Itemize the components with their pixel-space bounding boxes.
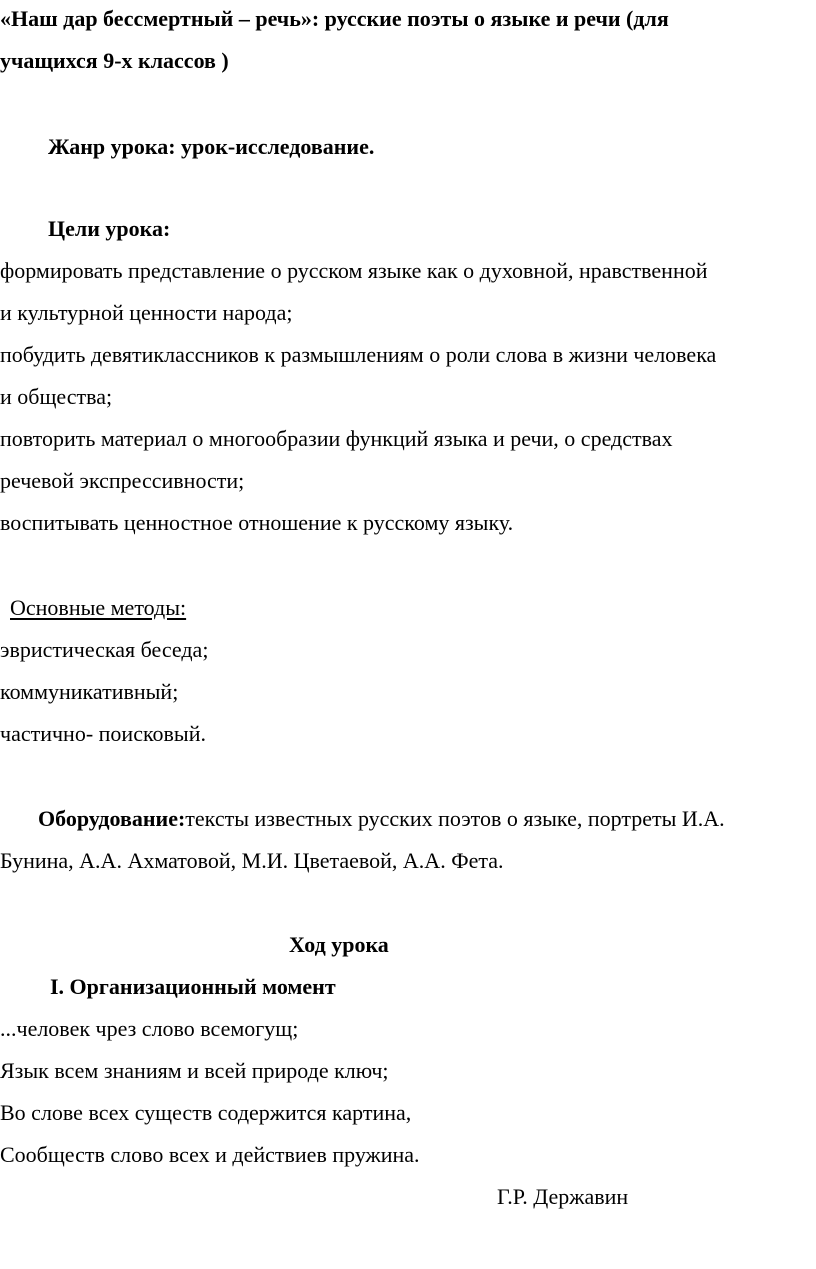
goals-heading: Цели урока: <box>48 216 171 241</box>
goal-line: повторить материал о многообразии функций языка и речи, о средствах <box>0 426 673 451</box>
methods-heading: Основные методы: <box>10 595 187 620</box>
equipment-label: Оборудование: <box>38 806 186 831</box>
equipment-text: тексты известных русских поэтов о языке, портреты И.А. <box>185 806 725 831</box>
method-item: эвристическая беседа; <box>0 637 209 662</box>
epigraph-line: Язык всем знаниям и всей природе ключ; <box>0 1058 389 1083</box>
goal-line: и общества; <box>0 384 113 409</box>
epigraph-line: ...человек чрез слово всемогущ; <box>0 1016 299 1041</box>
equipment-line-1 <box>38 808 725 830</box>
method-item: частично- поисковый. <box>0 721 206 746</box>
goal-line: формировать представление о русском языке как о духовной, нравственной <box>0 258 708 283</box>
lesson-heading: Ход урока <box>289 932 389 957</box>
goal-line: воспитывать ценностное отношение к русскому языку. <box>0 510 514 535</box>
lesson-genre: Жанр урока: урок-исследование. <box>48 134 375 159</box>
equipment-line-2: Бунина, А.А. Ахматовой, М.И. Цветаевой, А.А. Фета. <box>0 848 504 873</box>
title-line-2: учащихся 9-х классов ) <box>0 48 229 73</box>
goal-line: побудить девятиклассников к размышлениям о роли слова в жизни человека <box>0 342 717 367</box>
stage-heading: I. Организационный момент <box>50 974 336 999</box>
method-item: коммуникативный; <box>0 679 179 704</box>
goal-line: речевой экспрессивности; <box>0 468 245 493</box>
goal-line: и культурной ценности народа; <box>0 300 293 325</box>
epigraph-line: Во слове всех существ содержится картина, <box>0 1100 412 1125</box>
title-line-1: «Наш дар бессмертный – речь»: русские поэты о языке и речи (для <box>0 6 669 31</box>
epigraph-author: Г.Р. Державин <box>497 1184 629 1209</box>
epigraph-line: Сообществ слово всех и действиев пружина. <box>0 1142 420 1167</box>
